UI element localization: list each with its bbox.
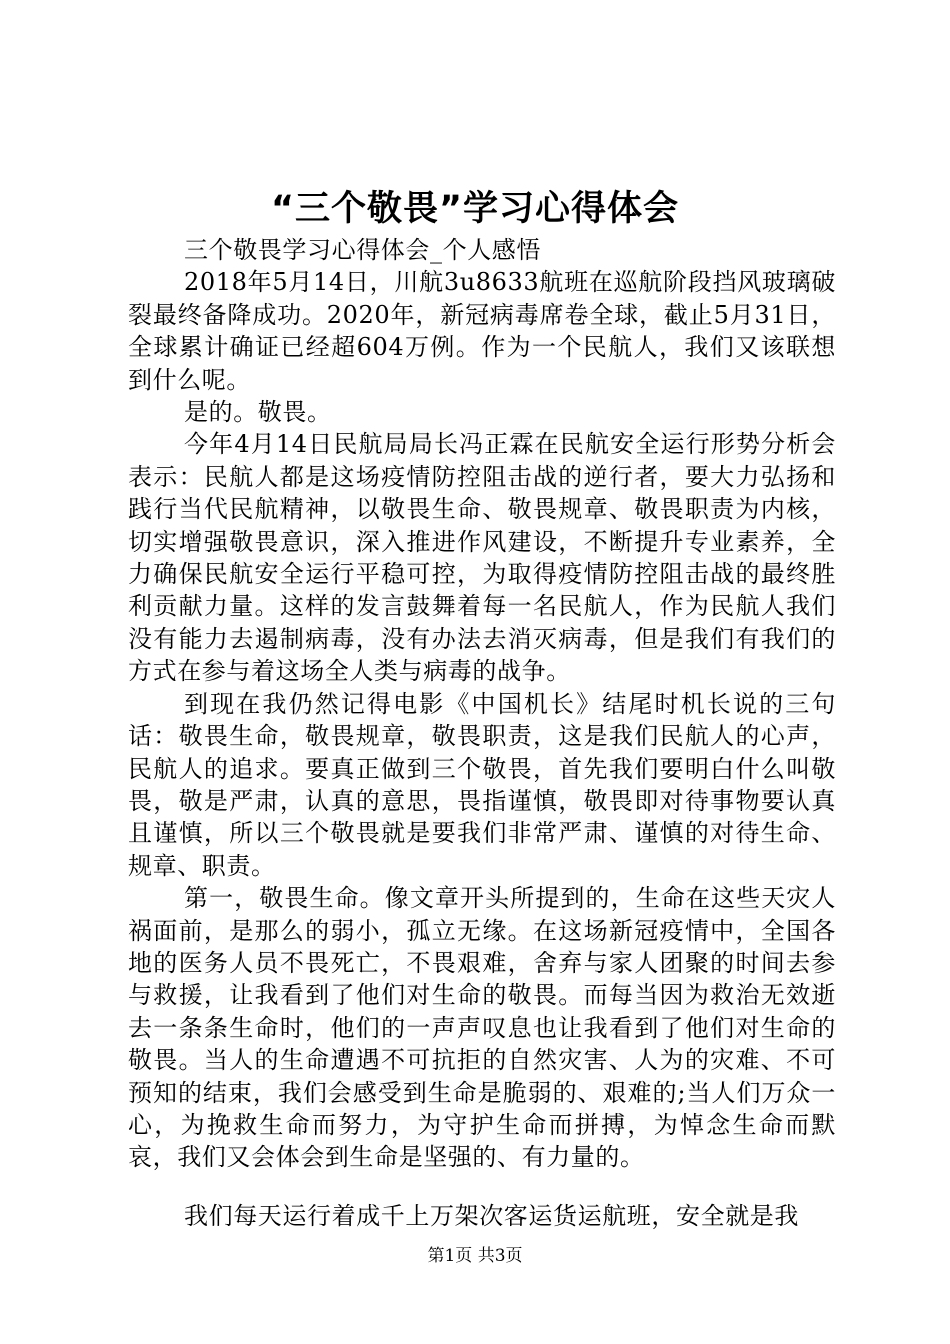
- paragraph: 今年4月14日民航局局长冯正霖在民航安全运行形势分析会表示：民航人都是这场疫情防控阻击战的逆行者，要大力弘扬和践行当代民航精神，以敬畏生命、敬畏规章、敬畏职责为内核，切实增强敬畏意识，深入推进作风建设，不断提升专业素养，全力确保民航安全运行平稳可控，为取得疫情防控阻击战的最终胜利贡献力量。这样的发言鼓舞着每一名民航人，作为民航人我们没有能力去遏制病毒，没有办法去消灭病毒，但是我们有我们的方式在参与着这场全人类与病毒的战争。: [128, 430, 836, 686]
- paragraph: 到现在我仍然记得电影《中国机长》结尾时机长说的三句话：敬畏生命，敬畏规章，敬畏职责，这是我们民航人的心声，民航人的追求。要真正做到三个敬畏，首先我们要明白什么叫敬畏，敬是严肃，认真的意思，畏指谨慎，敬畏即对待事物要认真且谨慎，所以三个敬畏就是要我们非常严肃、谨慎的对待生命、规章、职责。: [128, 689, 836, 880]
- page-title: “三个敬畏”学习心得体会: [270, 189, 679, 229]
- paragraph: 我们每天运行着成千上万架次客运货运航班，安全就是我: [184, 1201, 799, 1230]
- document-body: [128, 234, 836, 1232]
- paragraph: 第一，敬畏生命。像文章开头所提到的，生命在这些天灾人祸面前，是那么的弱小，孤立无缘。在这场新冠疫情中，全国各地的医务人员不畏死亡，不畏艰难，舍弃与家人团聚的时间去参与救援，让我看到了他们对生命的敬畏。而每当因为救治无效逝去一条条生命时，他们的一声声叹息也让我看到了他们对生命的敬畏。当人的生命遭遇不可抗拒的自然灾害、人为的灾难、不可预知的结束，我们会感受到生命是脆弱的、艰难的;当人们万众一心，为挽救生命而努力，为守护生命而拼搏，为悼念生命而默哀，我们又会体会到生命是坚强的、有力量的。: [128, 884, 836, 1172]
- paragraph: 是的。敬畏。: [184, 398, 332, 427]
- paragraph: 2018年5月14日，川航3u8633航班在巡航阶段挡风玻璃破裂最终备降成功。2020年，新冠病毒席卷全球，截止5月31日，全球累计确证已经超604万例。作为一个民航人，我们又该联想到什么呢。: [128, 268, 836, 394]
- page-number-footer: 第1页 共3页: [427, 1246, 523, 1266]
- paragraph-subtitle: 三个敬畏学习心得体会_个人感悟: [184, 236, 541, 264]
